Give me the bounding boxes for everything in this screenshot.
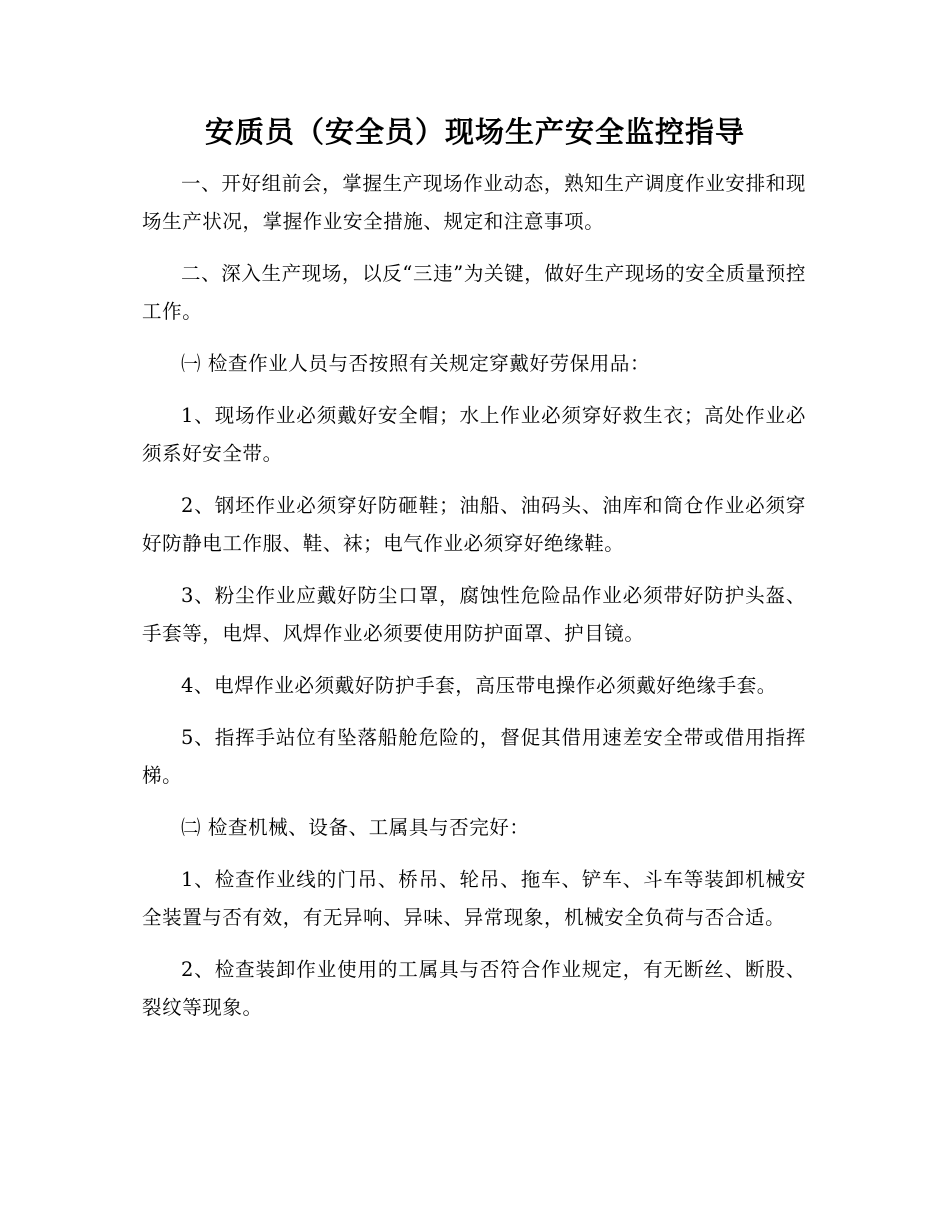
paragraph-item-2-1: 1、检查作业线的门吊、桥吊、轮吊、拖车、铲车、斗车等装卸机械安全装置与否有效，有无异响、异味、异常现象，机械安全负荷与否合适。 [142,868,806,929]
paragraph-item-2-2: 2、检查装卸作业使用的工属具与否符合作业规定，有无断丝、断股、裂纹等现象。 [142,958,806,1019]
paragraph-item-1-5: 5、指挥手站位有坠落船舱危险的，督促其借用速差安全带或借用指挥梯。 [142,726,806,787]
paragraph-item-1-2: 2、钢坯作业必须穿好防砸鞋；油船、油码头、油库和筒仓作业必须穿好防静电工作服、鞋、袜；电气作业必须穿好绝缘鞋。 [142,494,806,555]
document-body [142,165,806,1041]
paragraph-item-1-1: 1、现场作业必须戴好安全帽；水上作业必须穿好救生衣；高处作业必须系好安全带。 [142,404,806,465]
paragraph-item-1-3: 3、粉尘作业应戴好防尘口罩，腐蚀性危险品作业必须带好防护头盔、手套等，电焊、风焊作业必须要使用防护面罩、护目镜。 [142,584,806,645]
paragraph-item-1-4: 4、电焊作业必须戴好防护手套，高压带电操作必须戴好绝缘手套。 [181,674,777,697]
paragraph-meeting: 一、开好组前会，掌握生产现场作业动态，熟知生产调度作业安排和现场生产状况，掌握作业安全措施、规定和注意事项。 [142,172,806,233]
paragraph-section-2-heading: ㈡ 检查机械、设备、工属具与否完好： [181,816,530,839]
paragraph-site-inspection: 二、深入生产现场，以反“三违”为关键，做好生产现场的安全质量预控工作。 [142,262,806,323]
document-title: 安质员（安全员）现场生产安全监控指导 [204,115,745,149]
paragraph-section-1-heading: ㈠ 检查作业人员与否按照有关规定穿戴好劳保用品： [181,352,651,375]
